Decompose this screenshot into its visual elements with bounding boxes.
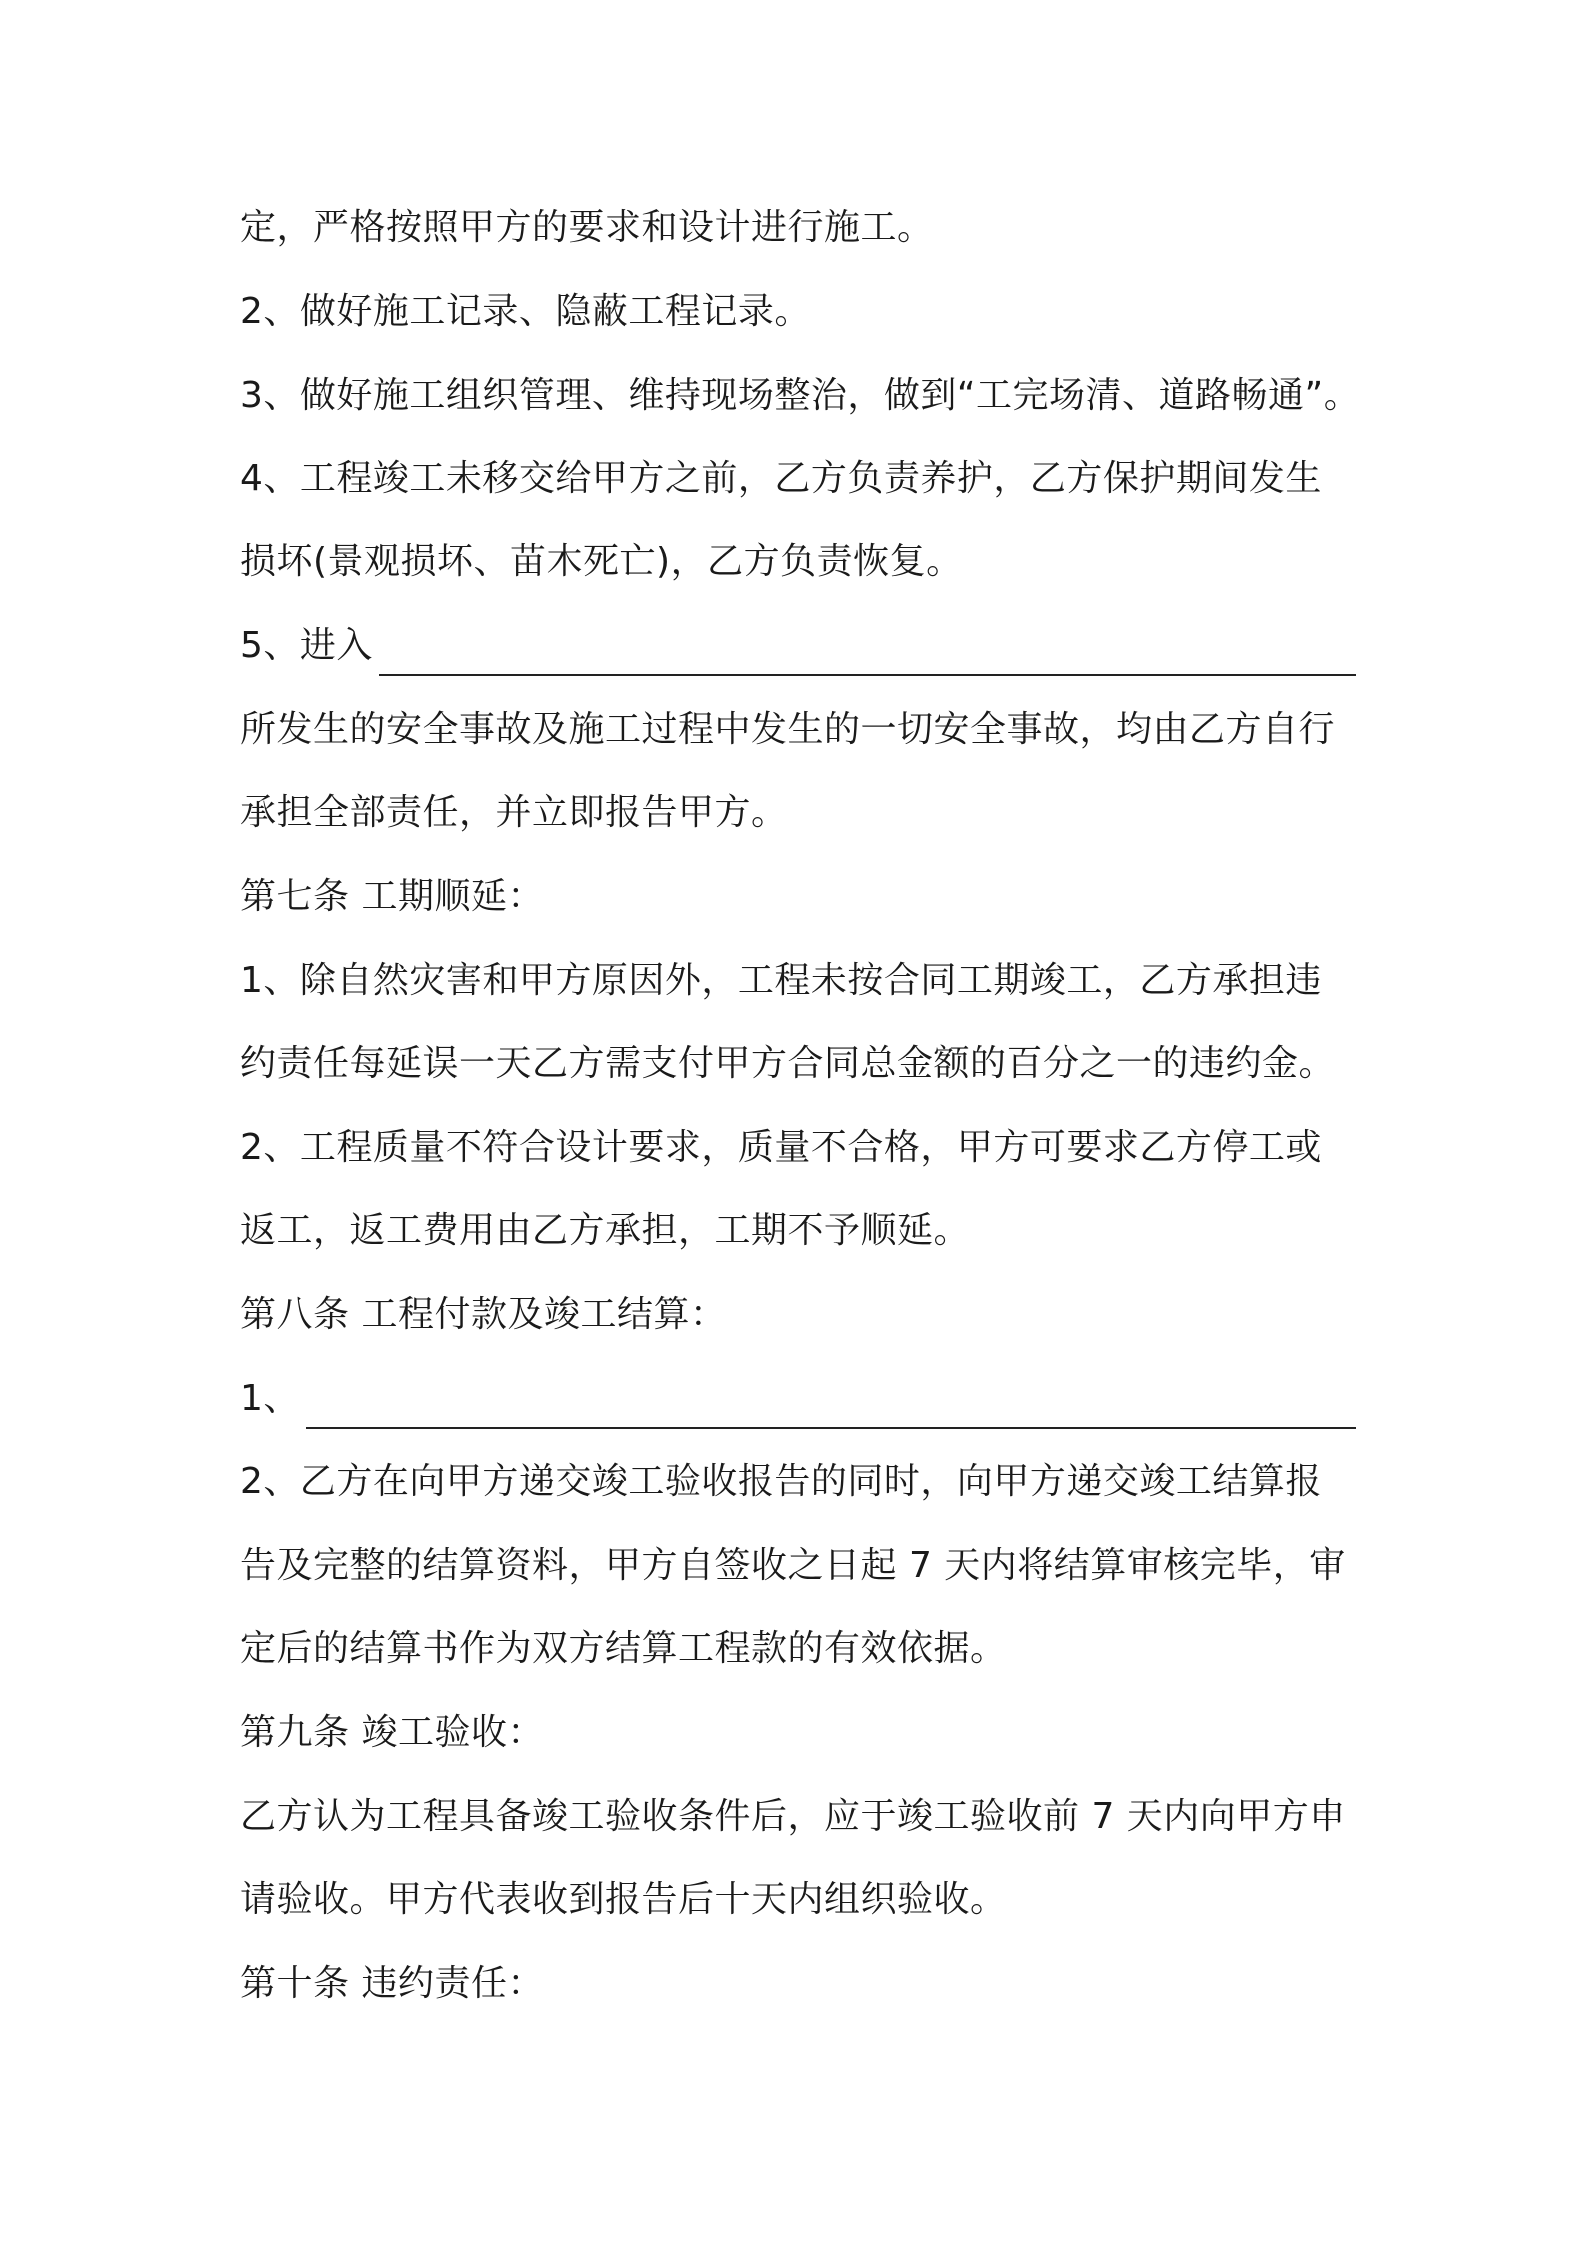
text-line: 返工，返工费用由乙方承担，工期不予顺延。 (240, 1210, 971, 1251)
text-line: 定，严格按照甲方的要求和设计进行施工。 (240, 207, 934, 248)
text-line: 3、做好施工组织管理、维持现场整治，做到“工完场清、道路畅通”。 (240, 375, 1361, 416)
text-line: 损坏(景观损坏、苗木死亡)，乙方负责恢复。 (240, 541, 963, 582)
text-line: 2、乙方在向甲方递交竣工验收报告的同时，向甲方递交竣工结算报 (240, 1461, 1322, 1502)
section-heading: 第九条 竣工验收： (240, 1712, 544, 1753)
text-line: 1、 (240, 1378, 300, 1419)
text-line: 乙方认为工程具备竣工验收条件后，应于竣工验收前 7 天内向甲方申 (240, 1796, 1346, 1837)
text-line: 4、工程竣工未移交给甲方之前，乙方负责养护，乙方保护期间发生 (240, 458, 1322, 499)
text-line: 1、除自然灾害和甲方原因外，工程未按合同工期竣工，乙方承担违 (240, 960, 1322, 1001)
text-line: 承担全部责任，并立即报告甲方。 (240, 792, 788, 833)
fill-in-line (240, 1369, 1356, 1429)
text-line: 请验收。甲方代表收到报告后十天内组织验收。 (240, 1879, 1007, 1920)
section-heading: 第七条 工期顺延： (240, 876, 544, 917)
text-line: 5、进入 (240, 625, 373, 666)
blank-underline (306, 1387, 1356, 1429)
text-line: 定后的结算书作为双方结算工程款的有效依据。 (240, 1628, 1007, 1669)
section-heading: 第八条 工程付款及竣工结算： (240, 1294, 727, 1335)
fill-in-line (240, 616, 1356, 676)
text-line: 约责任每延误一天乙方需支付甲方合同总金额的百分之一的违约金。 (240, 1043, 1336, 1084)
text-line: 告及完整的结算资料，甲方自签收之日起 7 天内将结算审核完毕，审 (240, 1545, 1346, 1586)
section-heading: 第十条 违约责任： (240, 1963, 544, 2004)
text-line: 所发生的安全事故及施工过程中发生的一切安全事故，均由乙方自行 (240, 709, 1336, 750)
text-line: 2、做好施工记录、隐蔽工程记录。 (240, 291, 811, 332)
blank-underline (379, 634, 1356, 676)
text-line: 2、工程质量不符合设计要求，质量不合格，甲方可要求乙方停工或 (240, 1127, 1322, 1168)
